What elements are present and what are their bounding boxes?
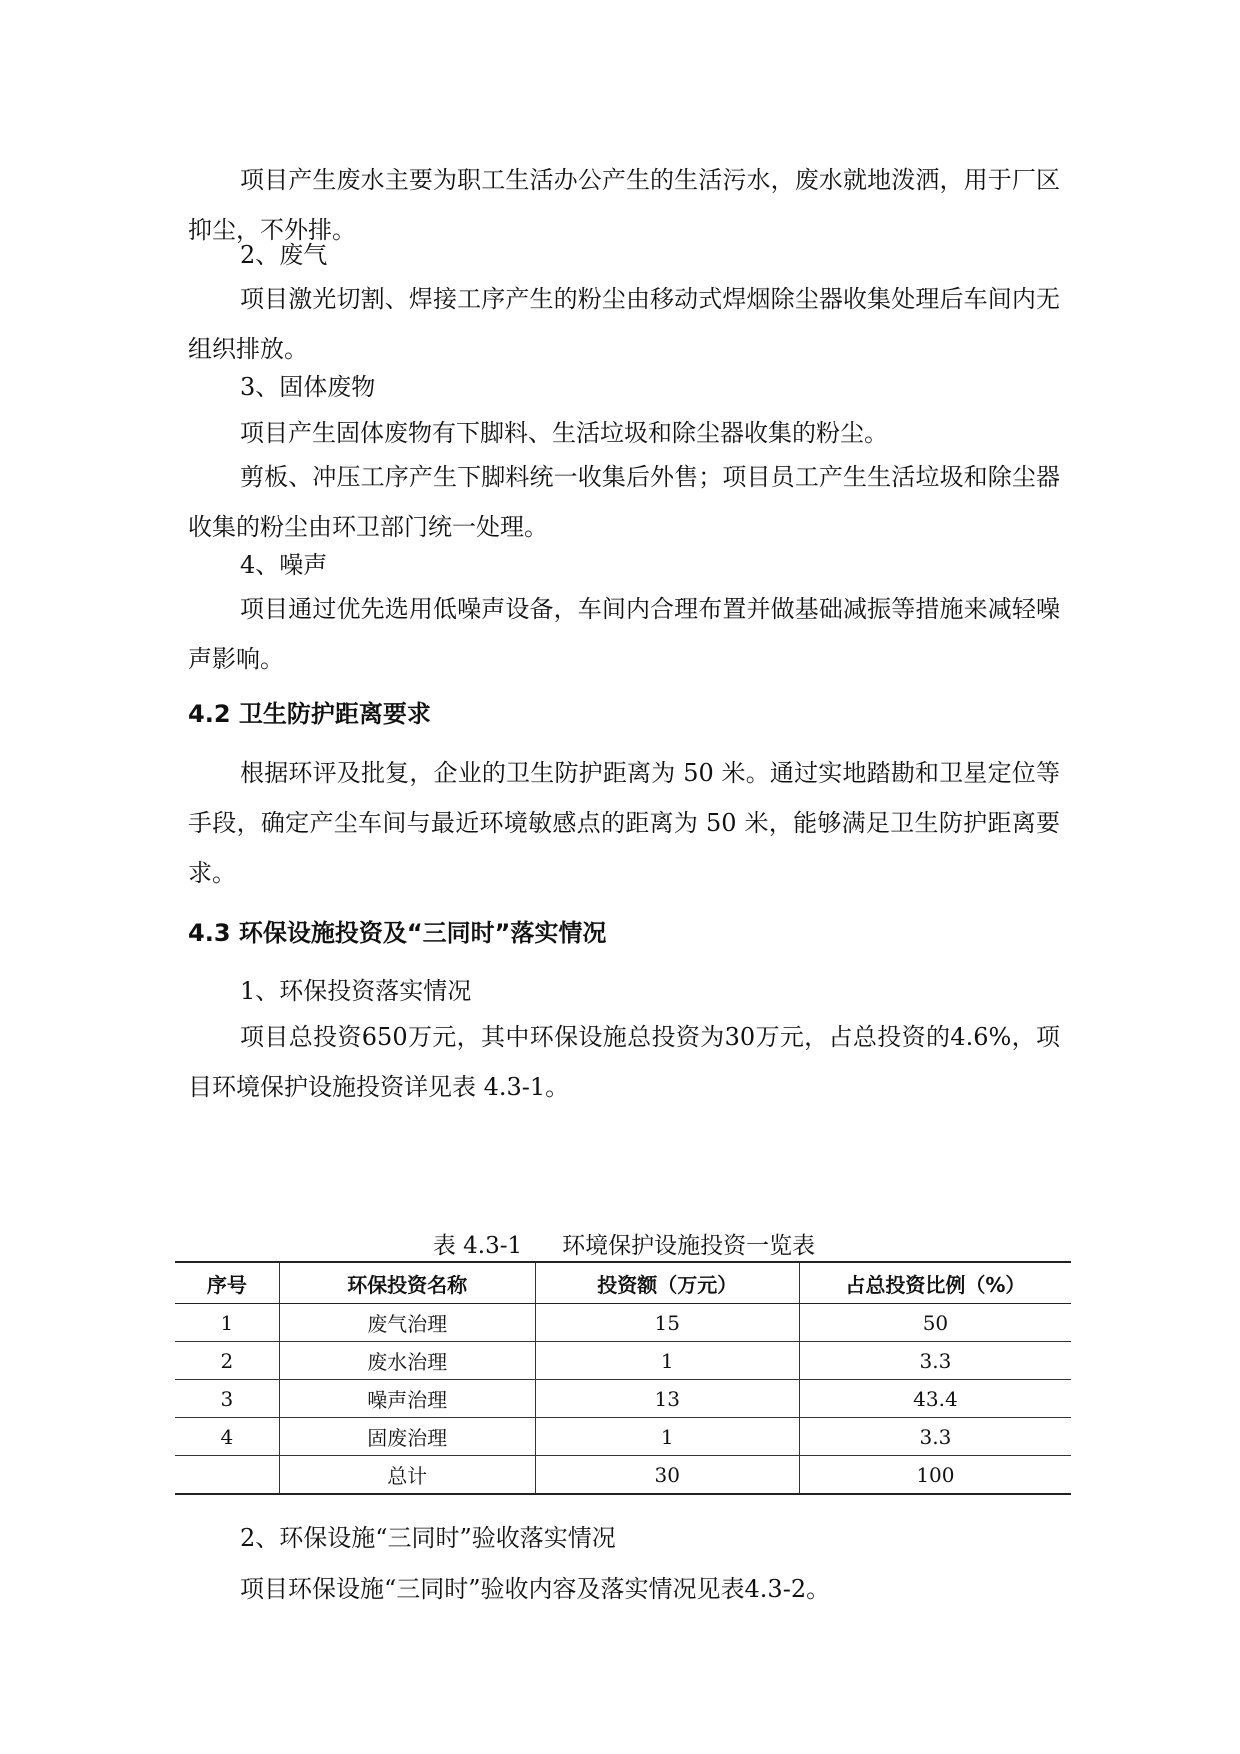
heading-4-3: 4.3 环保设施投资及“三同时”落实情况	[188, 919, 607, 947]
section-solid-waste: 3、固体废物	[240, 373, 376, 401]
cell-ratio: 3.3	[799, 1418, 1071, 1456]
cell-item-name: 固废治理	[279, 1418, 535, 1456]
header-serial: 序号	[175, 1262, 279, 1304]
cell-serial	[175, 1456, 279, 1495]
section-investment: 1、环保投资落实情况	[240, 977, 472, 1005]
paragraph-solid-waste: 项目产生固体废物有下脚料、生活垃圾和除尘器收集的粉尘。	[240, 419, 888, 447]
table-header-row	[175, 1262, 1071, 1304]
paragraph-wastewater: 项目产生废水主要为职工生活办公产生的生活污水，废水就地泼洒，用于厂区抑尘，不外排。	[188, 166, 1060, 244]
cell-amount: 15	[535, 1304, 799, 1342]
cell-amount: 30	[535, 1456, 799, 1495]
paragraph-protection-distance: 根据环评及批复，企业的卫生防护距离为 50 米。通过实地踏勘和卫星定位等手段，确定产尘车间与最近环境敏感点的距离为 50 米，能够满足卫生防护距离要求。	[188, 759, 1060, 887]
cell-ratio: 50	[799, 1304, 1071, 1342]
cell-item-name: 废气治理	[279, 1304, 535, 1342]
header-item-name: 环保投资名称	[279, 1262, 535, 1304]
cell-item-name: 总计	[279, 1456, 535, 1495]
cell-ratio: 43.4	[799, 1380, 1071, 1418]
header-ratio: 占总投资比例（%）	[799, 1262, 1071, 1304]
paragraph-noise: 项目通过优先选用低噪声设备，车间内合理布置并做基础减振等措施来减轻噪声影响。	[188, 595, 1060, 673]
section-three-simultaneous: 2、环保设施“三同时”验收落实情况	[240, 1524, 616, 1552]
cell-item-name: 废水治理	[279, 1342, 535, 1380]
table-caption	[188, 1230, 1060, 1262]
heading-4-2: 4.2 卫生防护距离要求	[188, 700, 431, 728]
paragraph-three-simultaneous: 项目环保设施“三同时”验收内容及落实情况见表4.3-2。	[240, 1575, 831, 1603]
table-total-row	[175, 1456, 1071, 1495]
paragraph-waste-gas: 项目激光切割、焊接工序产生的粉尘由移动式焊烟除尘器收集处理后车间内无组织排放。	[188, 285, 1060, 363]
table-row	[175, 1380, 1071, 1418]
cell-ratio: 3.3	[799, 1342, 1071, 1380]
cell-item-name: 噪声治理	[279, 1380, 535, 1418]
paragraph-solid-waste-disposal: 剪板、冲压工序产生下脚料统一收集后外售；项目员工产生生活垃圾和除尘器收集的粉尘由环卫部门统一处理。	[188, 463, 1060, 541]
cell-serial: 4	[175, 1418, 279, 1456]
cell-serial: 1	[175, 1304, 279, 1342]
investment-table	[175, 1261, 1071, 1495]
table-row	[175, 1418, 1071, 1456]
header-amount: 投资额（万元）	[535, 1262, 799, 1304]
section-waste-gas: 2、废气	[240, 241, 328, 269]
cell-serial: 2	[175, 1342, 279, 1380]
cell-amount: 1	[535, 1342, 799, 1380]
table-row	[175, 1342, 1071, 1380]
paragraph-investment: 项目总投资650万元，其中环保设施总投资为30万元，占总投资的4.6%，项目环境保护设施投资详见表 4.3-1。	[188, 1023, 1060, 1101]
table-title: 环境保护设施投资一览表	[562, 1233, 816, 1259]
cell-amount: 1	[535, 1418, 799, 1456]
table-number: 表 4.3-1	[432, 1233, 523, 1259]
cell-amount: 13	[535, 1380, 799, 1418]
section-noise: 4、噪声	[240, 551, 328, 579]
table-row	[175, 1304, 1071, 1342]
cell-ratio: 100	[799, 1456, 1071, 1495]
cell-serial: 3	[175, 1380, 279, 1418]
